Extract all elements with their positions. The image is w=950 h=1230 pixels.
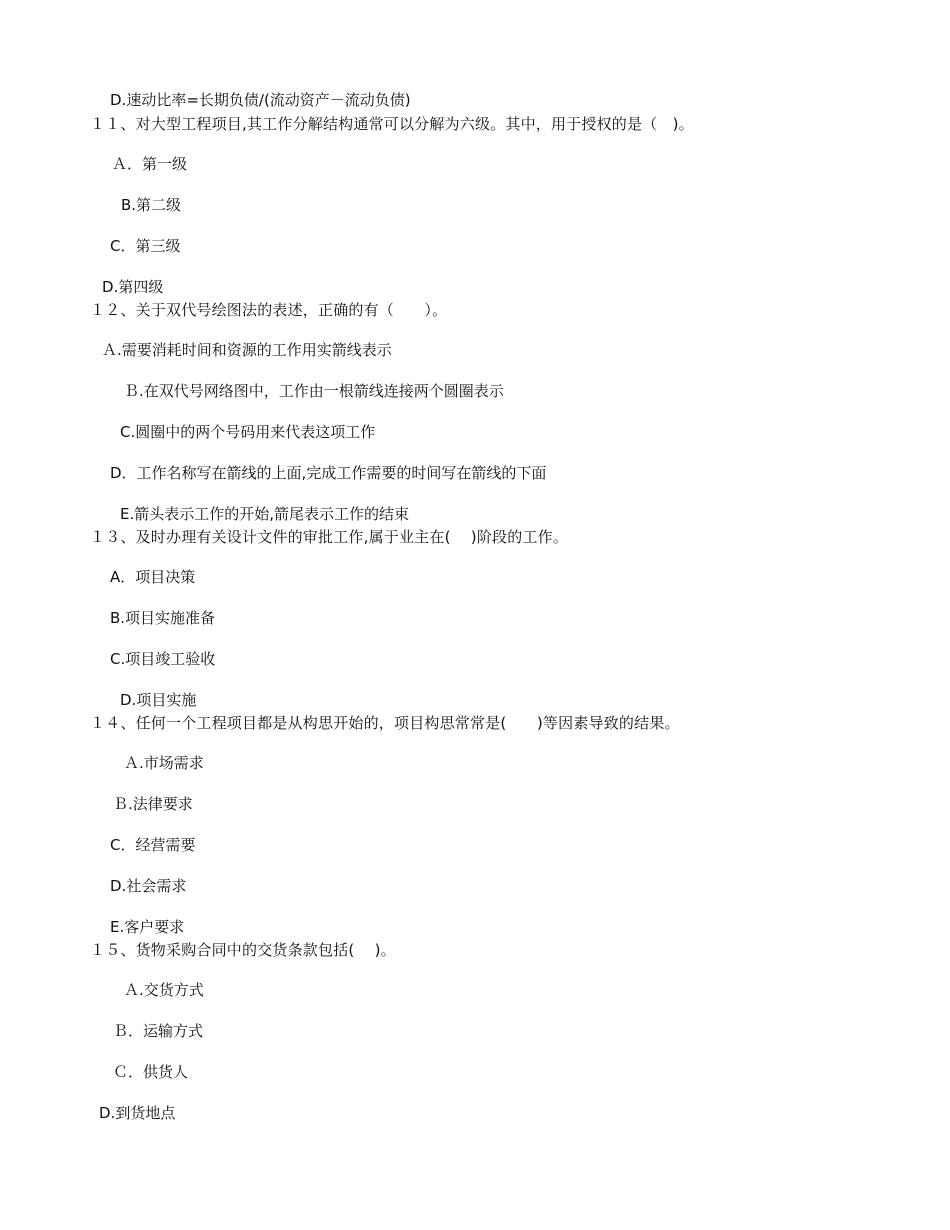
- option-14-b: Ｂ.法律要求: [113, 795, 193, 813]
- option-14-c: C．经营需要: [110, 836, 196, 854]
- option-11-c: C．第三级: [110, 237, 181, 255]
- option-11-d: D.第四级: [102, 278, 164, 296]
- option-12-b: Ｂ.在双代号网络图中，工作由一根箭线连接两个圆圈表示: [124, 382, 504, 400]
- question-text: 及时办理有关设计文件的审批工作,属于业主在( )阶段的工作。: [135, 528, 569, 546]
- question-text: 对大型工程项目,其工作分解结构通常可以分解为六级。其中，用于授权的是（ )。: [135, 115, 694, 133]
- option-13-d: D.项目实施: [120, 691, 197, 709]
- question-15: [90, 940, 396, 960]
- option-13-c: C.项目竣工验收: [110, 650, 216, 668]
- option-prev-d: D.速动比率=长期负债/(流动资产－流动负债): [110, 91, 411, 109]
- option-14-a: Ａ.市场需求: [124, 754, 204, 772]
- question-number: １３、: [90, 528, 136, 546]
- question-number: １５、: [90, 941, 136, 959]
- question-13: [90, 527, 568, 547]
- option-12-c: C.圆圈中的两个号码用来代表这项工作: [120, 423, 376, 441]
- option-15-d: D.到货地点: [99, 1104, 176, 1122]
- option-15-a: Ａ.交货方式: [124, 981, 204, 999]
- question-14: [90, 713, 680, 733]
- question-number: １４、: [90, 714, 136, 732]
- option-12-d: D．工作名称写在箭线的上面,完成工作需要的时间写在箭线的下面: [110, 464, 547, 482]
- option-14-d: D.社会需求: [110, 877, 187, 895]
- question-text: 任何一个工程项目都是从构思开始的，项目构思常常是( )等因素导致的结果。: [135, 714, 680, 732]
- question-text: 关于双代号绘图法的表述，正确的有（ ）。: [135, 301, 448, 319]
- option-15-c: Ｃ．供货人: [113, 1063, 189, 1081]
- option-15-b: Ｂ．运输方式: [113, 1022, 204, 1040]
- question-12: [90, 300, 447, 320]
- option-14-e: E.客户要求: [110, 918, 185, 936]
- question-text: 货物采购合同中的交货条款包括( )。: [135, 941, 396, 959]
- option-13-b: B.项目实施准备: [110, 609, 216, 627]
- option-12-a: Ａ.需要消耗时间和资源的工作用实箭线表示: [102, 341, 392, 359]
- question-11: [90, 114, 694, 134]
- option-11-a: Ａ．第一级: [112, 155, 188, 173]
- option-12-e: E.箭头表示工作的开始,箭尾表示工作的结束: [120, 505, 410, 523]
- question-number: １２、: [90, 301, 136, 319]
- option-13-a: A．项目决策: [110, 568, 196, 586]
- option-11-b: B.第二级: [121, 196, 182, 214]
- question-number: １１、: [90, 115, 136, 133]
